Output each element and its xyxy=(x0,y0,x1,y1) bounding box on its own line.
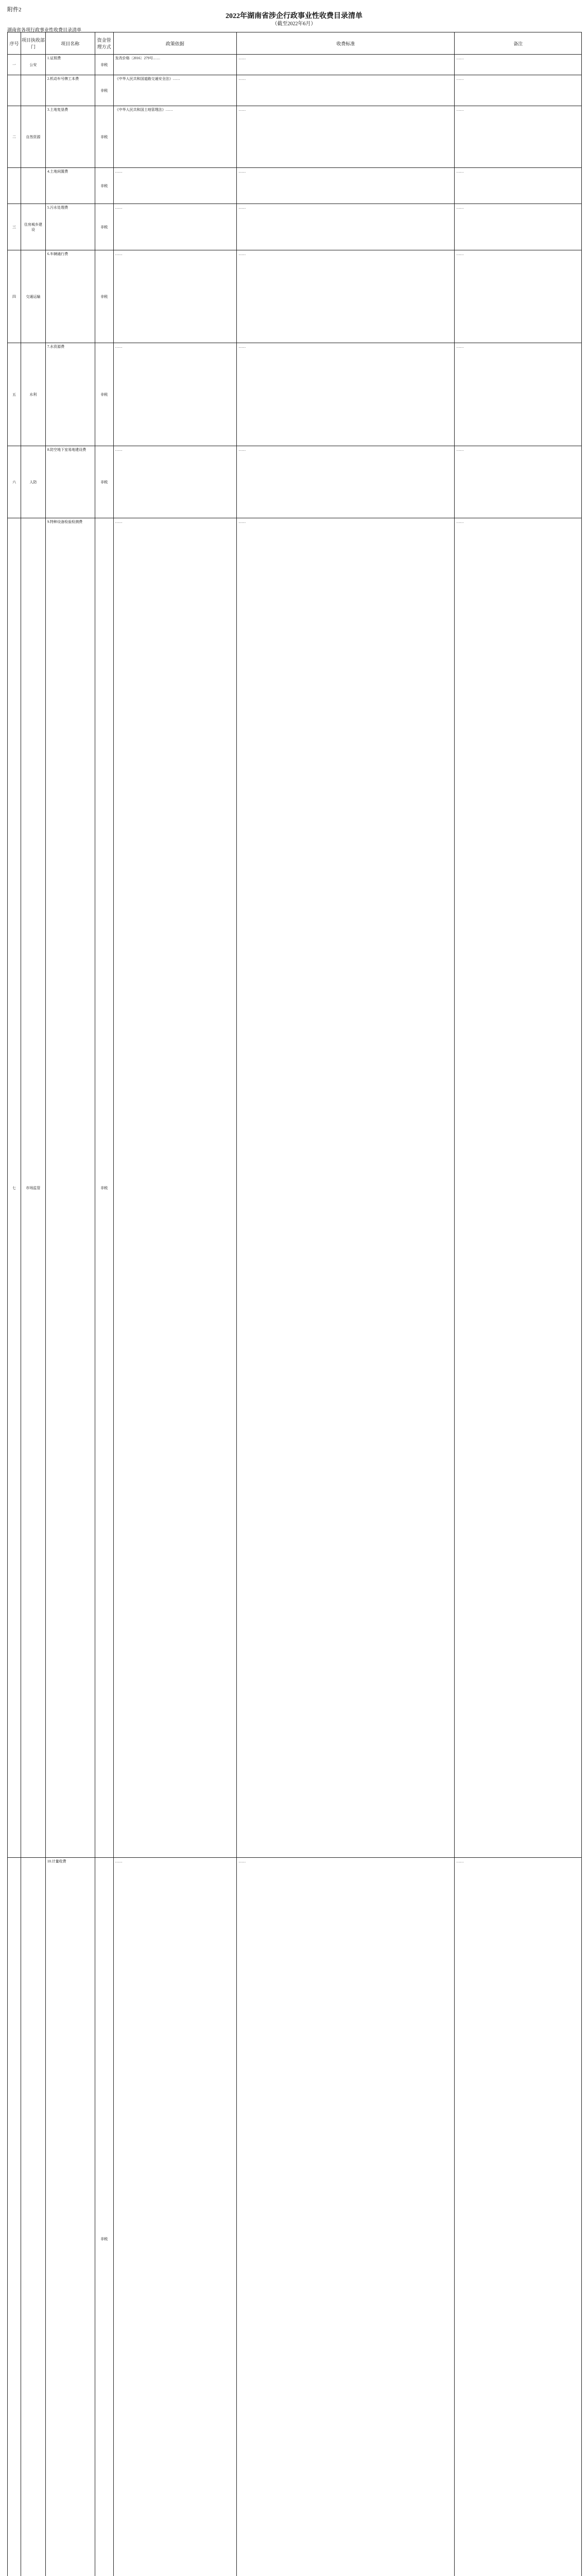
row-item: 3.土地复垦费 xyxy=(46,106,95,167)
row-item: 2.机动车号牌工本费 xyxy=(46,75,95,106)
row-standard: …… xyxy=(237,446,455,518)
row-fund: 非税 xyxy=(95,250,114,343)
row-basis: …… xyxy=(114,518,237,1857)
row-fund: 非税 xyxy=(95,106,114,167)
row-dept xyxy=(21,168,46,204)
table-row xyxy=(8,343,581,446)
row-remark: …… xyxy=(456,1859,464,1863)
table-row xyxy=(8,168,581,204)
table-row xyxy=(8,518,581,1858)
row-index: 六 xyxy=(8,446,21,518)
row-item: 10.计量收费 xyxy=(46,1858,95,2576)
row-remark: …… xyxy=(456,108,464,112)
table-row xyxy=(8,1858,581,2576)
row-fund: 非税 xyxy=(95,446,114,518)
row-item: 4.土地闲置费 xyxy=(46,168,95,204)
row-fund: 非税 xyxy=(95,518,114,1857)
row-remark: …… xyxy=(456,520,464,524)
row-index xyxy=(8,168,21,204)
header-remark: 备注 xyxy=(513,41,523,46)
row-basis: …… xyxy=(114,343,237,446)
row-index xyxy=(8,1858,21,2576)
row-fund: 非税 xyxy=(95,55,114,75)
row-fund: 非税 xyxy=(95,168,114,204)
row-index: 一 xyxy=(8,55,21,75)
attachment-label: 附件2 xyxy=(7,7,22,13)
table-row xyxy=(8,204,581,250)
table-row xyxy=(8,446,581,518)
row-dept: 自然资源 xyxy=(21,106,46,167)
header-basis: 政策依据 xyxy=(114,32,237,54)
header-standard: 收费标准 xyxy=(237,32,455,54)
header-fund: 资金管理方式 xyxy=(95,32,114,54)
row-standard: …… xyxy=(237,204,455,250)
row-index: 七 xyxy=(8,518,21,1857)
row-item: 8.防空地下室易地建设费 xyxy=(46,446,95,518)
table-body xyxy=(8,55,581,2576)
row-item: 6.车辆通行费 xyxy=(46,250,95,343)
row-dept: 人防 xyxy=(21,446,46,518)
row-item: 5.污水处理费 xyxy=(46,204,95,250)
table-row xyxy=(8,55,581,75)
row-remark: …… xyxy=(456,206,464,210)
row-standard: …… xyxy=(237,1858,455,2576)
table-row xyxy=(8,75,581,106)
row-dept xyxy=(21,75,46,106)
header-item: 项目名称 xyxy=(46,32,95,54)
page-title: 2022年湖南省涉企行政事业性收费目录清单 xyxy=(226,12,362,20)
row-basis: 《中华人民共和国道路交通安全法》…… xyxy=(114,75,237,106)
row-basis: …… xyxy=(114,250,237,343)
row-basis: …… xyxy=(114,168,237,204)
row-remark: …… xyxy=(456,170,464,174)
row-remark: …… xyxy=(456,345,464,349)
row-index: 四 xyxy=(8,250,21,343)
row-fund: 非税 xyxy=(95,343,114,446)
header-dept: 项目执收部门 xyxy=(21,32,46,54)
row-fund: 非税 xyxy=(95,75,114,106)
row-standard: …… xyxy=(237,343,455,446)
row-dept: 水利 xyxy=(21,343,46,446)
row-index: 三 xyxy=(8,204,21,250)
row-standard: …… xyxy=(237,106,455,167)
row-fund: 非税 xyxy=(95,1858,114,2576)
row-standard: …… xyxy=(237,55,455,75)
row-item: 1.证照费 xyxy=(46,55,95,75)
row-remark: …… xyxy=(456,77,464,81)
row-basis: …… xyxy=(114,446,237,518)
row-dept: 住房城乡建设 xyxy=(21,204,46,250)
row-standard: …… xyxy=(237,168,455,204)
row-standard: …… xyxy=(237,75,455,106)
page-subtitle: （截至2022年6月） xyxy=(272,21,316,27)
row-remark: …… xyxy=(456,252,464,256)
row-standard: …… xyxy=(237,250,455,343)
row-index xyxy=(8,75,21,106)
header-index: 序号 xyxy=(8,32,21,54)
row-item: 9.特种设备检验检测费 xyxy=(46,518,95,1857)
row-dept: 公安 xyxy=(21,55,46,75)
row-dept xyxy=(21,1858,46,2576)
row-basis: 《中华人民共和国土地管理法》…… xyxy=(114,106,237,167)
row-remark: …… xyxy=(456,448,464,452)
table-row xyxy=(8,106,581,168)
row-index: 二 xyxy=(8,106,21,167)
table-header xyxy=(8,32,581,55)
fee-table xyxy=(7,32,582,2576)
row-remark: …… xyxy=(456,56,464,60)
table-row xyxy=(8,250,581,343)
row-index: 五 xyxy=(8,343,21,446)
row-dept: 市场监管 xyxy=(21,518,46,1857)
row-standard: …… xyxy=(237,518,455,1857)
row-basis: …… xyxy=(114,1858,237,2576)
row-fund: 非税 xyxy=(95,204,114,250)
top-note: 湖南省各项行政事业性收费目录清单 xyxy=(7,27,82,32)
row-basis: 发改价格〔2016〕279号…… xyxy=(114,55,237,75)
row-basis: …… xyxy=(114,204,237,250)
row-dept: 交通运输 xyxy=(21,250,46,343)
row-item: 7.水资源费 xyxy=(46,343,95,446)
